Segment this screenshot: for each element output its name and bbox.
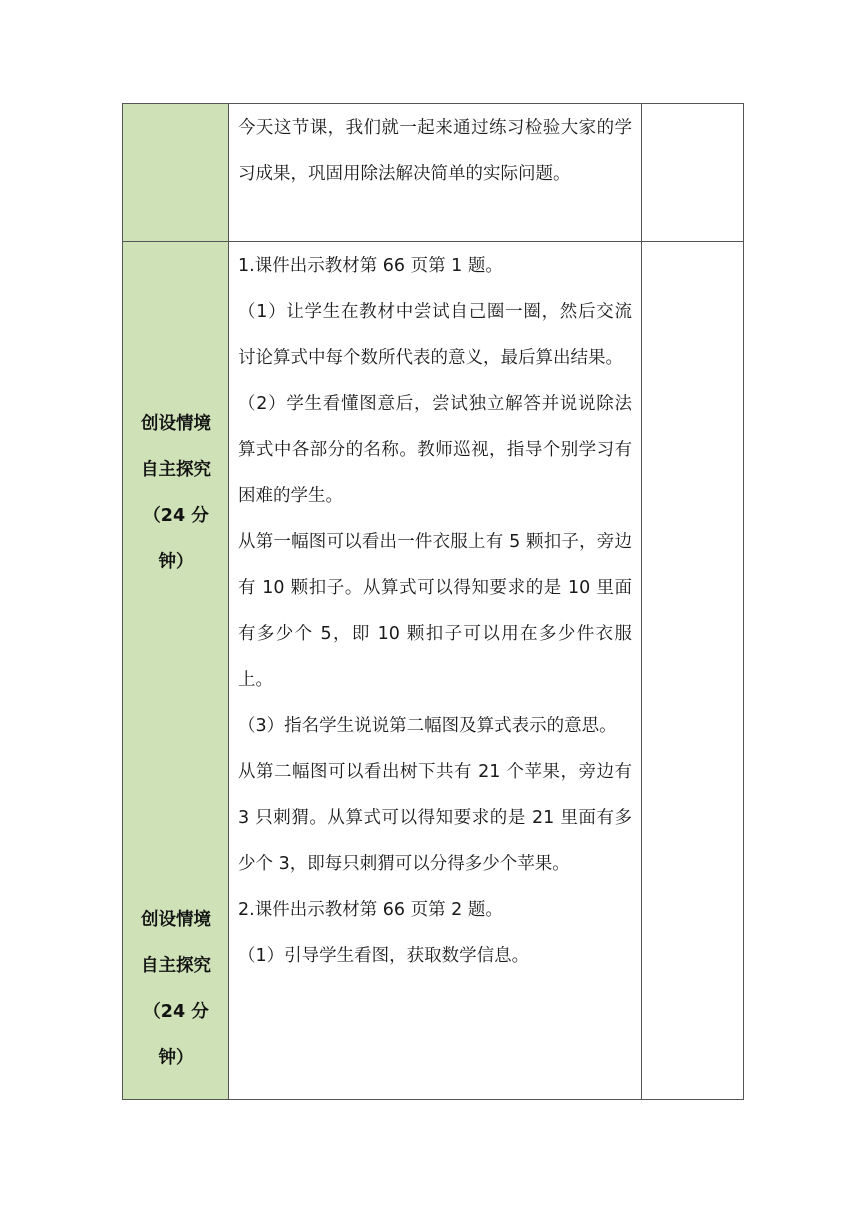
table-row — [123, 104, 744, 242]
stage-label-repeat: 创设情境 自主探究 （24 分 钟） — [141, 910, 211, 1068]
content-paragraph: （1）让学生在教材中尝试自己圈一圈，然后交流讨论算式中每个数所代表的意义，最后算出结果。 — [238, 302, 632, 368]
table-row — [123, 242, 744, 1100]
content-cell — [229, 242, 642, 1100]
content-cell — [229, 104, 642, 242]
content-paragraph: （3）指名学生说说第二幅图及算式表示的意思。 — [238, 716, 617, 736]
content-paragraph: （2）学生看懂图意后，尝试独立解答并说说除法算式中各部分的名称。教师巡视，指导个别学习有困难的学生。 — [238, 394, 632, 506]
stage-cell — [123, 242, 229, 1100]
content-paragraph: 从第二幅图可以看出树下共有 21 个苹果，旁边有 3 只刺猬。从算式可以得知要求的是 21 里面有多少个 3，即每只刺猬可以分得多少个苹果。 — [238, 762, 632, 874]
content-paragraph: （1）引导学生看图，获取数学信息。 — [238, 946, 530, 966]
stage-label: 创设情境 自主探究 （24 分 钟） — [141, 414, 211, 572]
content-paragraph: 从第一幅图可以看出一件衣服上有 5 颗扣子，旁边有 10 颗扣子。从算式可以得知要求的是 10 里面有多少个 5，即 10 颗扣子可以用在多少件衣服上。 — [238, 532, 632, 690]
stage-cell — [123, 104, 229, 242]
notes-cell — [642, 242, 744, 1100]
content-paragraph: 2.课件出示教材第 66 页第 2 题。 — [238, 900, 503, 920]
notes-cell — [642, 104, 744, 242]
content-paragraph: 1.课件出示教材第 66 页第 1 题。 — [238, 256, 503, 276]
content-paragraph: 今天这节课，我们就一起来通过练习检验大家的学习成果，巩固用除法解决简单的实际问题。 — [238, 118, 632, 184]
lesson-plan-table — [122, 103, 744, 1100]
